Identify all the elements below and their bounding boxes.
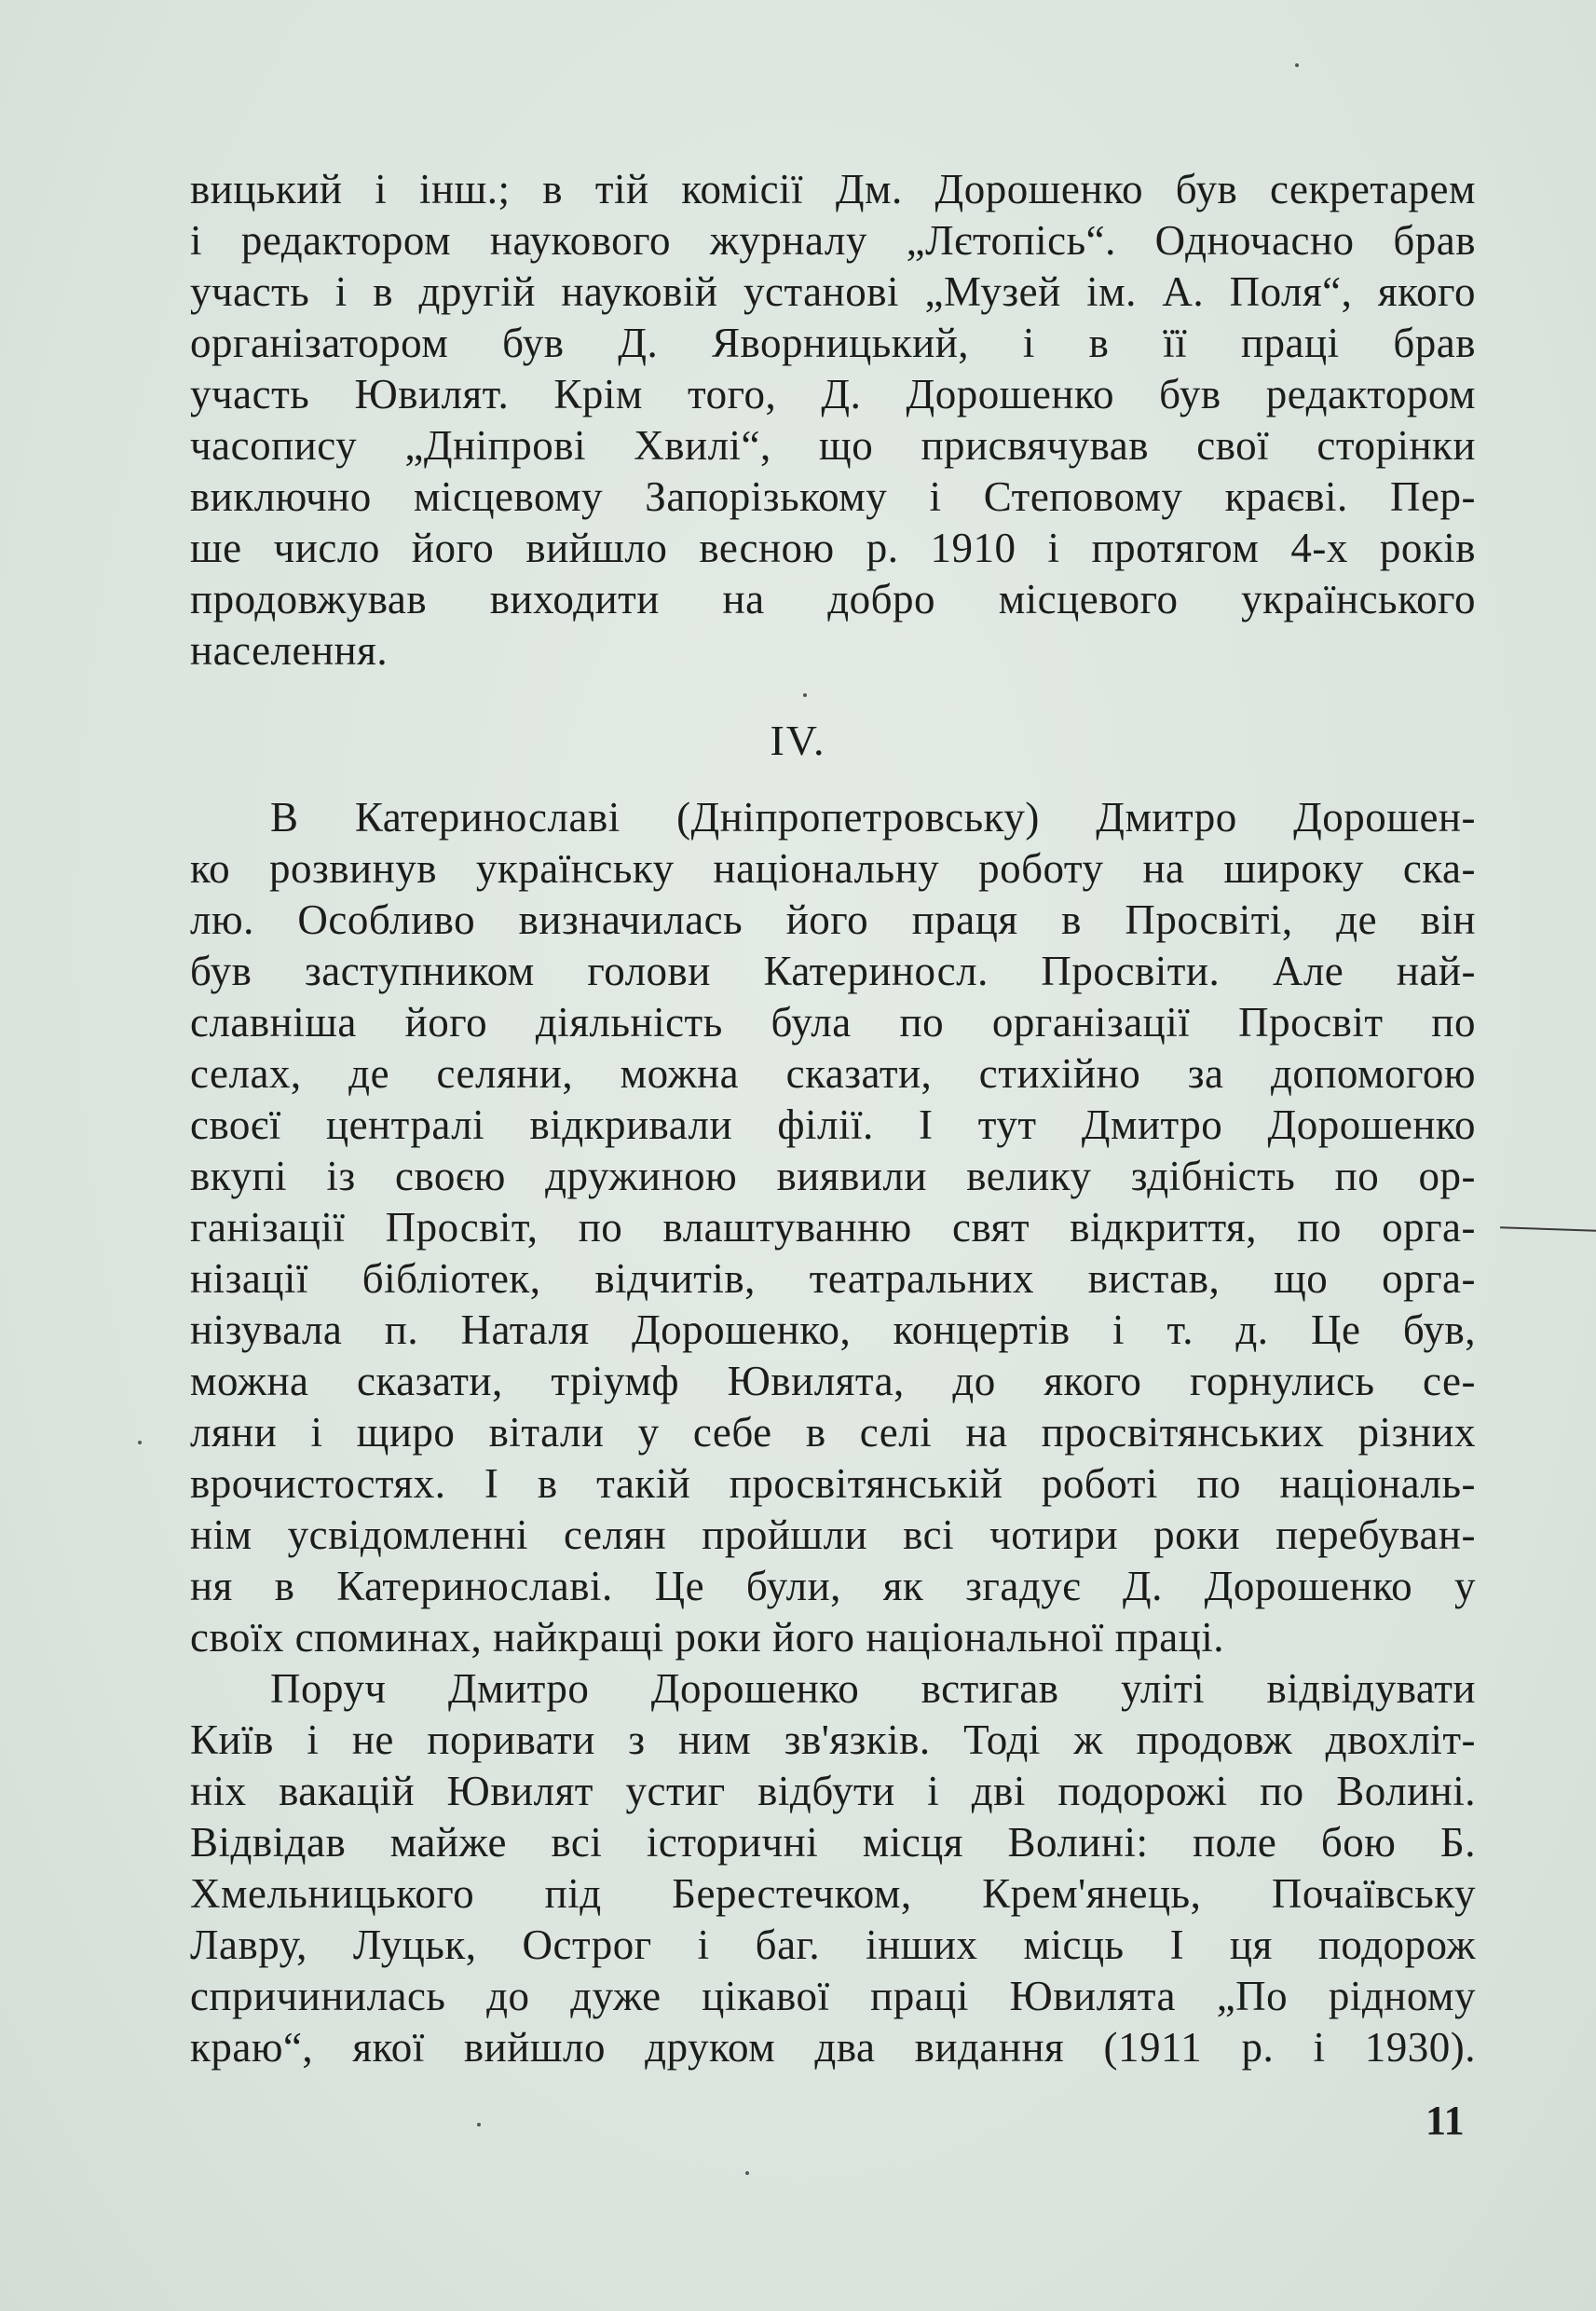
text-line: В Катеринославі (Дніпропетровську) Дмитро Дорошен- xyxy=(270,794,1476,841)
scan-line-mark xyxy=(1500,1226,1596,1232)
text-line: Поруч Дмитро Дорошенко встигав уліті відвідувати xyxy=(270,1665,1476,1712)
text-line: врочистостях. І в такій просвітянській роботі по національ- xyxy=(190,1460,1476,1507)
text-line: вкупі із своєю дружиною виявили велику здібність по ор- xyxy=(190,1153,1476,1199)
scan-speck xyxy=(138,1441,142,1444)
text-line: вицький і інш.; в тій комісії Дм. Дорошенко був секретарем xyxy=(190,166,1476,212)
page-number: 11 xyxy=(1425,2098,1465,2143)
text-line: селах, де селяни, можна сказати, стихійно за допомогою xyxy=(190,1050,1476,1097)
text-line: славніша його діяльність була по організації Просвіт по xyxy=(190,999,1476,1046)
scan-speck xyxy=(1295,63,1299,67)
text-line: ніх вакацій Ювилят устиг відбути і дві подорожі по Волині. xyxy=(190,1768,1476,1814)
text-line: Київ і не поривати з ним зв'язків. Тоді ж продовж двохліт- xyxy=(190,1716,1476,1763)
text-line: ко розвинув українську національну роботу на широку ска- xyxy=(190,845,1476,892)
text-block-intro xyxy=(190,164,1476,677)
text-line: був заступником голови Катериносл. Просвіти. Але най- xyxy=(190,948,1476,994)
text-line: і редактором наукового журналу „Лєтопісь“. Одночасно брав xyxy=(190,217,1476,264)
text-line: Хмельницького під Берестечком, Крем'янець, Почаївську xyxy=(190,1870,1476,1917)
text-line: ганізації Просвіт, по влаштуванню свят відкриття, по орга- xyxy=(190,1204,1476,1251)
scan-speck xyxy=(803,693,807,697)
text-line: нізації бібліотек, відчитів, театральних вистав, що орга- xyxy=(190,1255,1476,1302)
text-block-main xyxy=(190,792,1476,2073)
text-line: населення. xyxy=(190,627,389,674)
text-line: лю. Особливо визначилась його праця в Просвіті, де він xyxy=(190,896,1476,943)
text-line: продовжував виходити на добро місцевого українського xyxy=(190,576,1476,622)
text-line: нізувала п. Наталя Дорошенко, концертів і т. д. Це був, xyxy=(190,1306,1476,1353)
scan-speck xyxy=(477,2123,481,2126)
text-line: нім усвідомленні селян пройшли всі чотири роки перебуван- xyxy=(190,1511,1476,1558)
text-line: Відвідав майже всі історичні місця Волині: поле бою Б. xyxy=(190,1819,1476,1866)
text-line: організатором був Д. Яворницький, і в її праці брав xyxy=(190,320,1476,366)
text-line: ше число його вийшло весною р. 1910 і протягом 4-х років xyxy=(190,525,1476,571)
text-line: виключно місцевому Запорізькому і Степовому краєві. Пер- xyxy=(190,473,1476,520)
text-line: спричинилась до дуже цікавої праці Ювилята „По рідному xyxy=(190,1973,1476,2019)
text-line: Лавру, Луцьк, Острог і баг. інших місць І ця подорож xyxy=(190,1921,1476,1968)
scan-speck xyxy=(745,2171,749,2175)
section-heading: IV. xyxy=(770,717,826,764)
text-line: участь і в другій науковій установі „Музей ім. А. Поля“, якого xyxy=(190,268,1476,315)
text-line: часопису „Дніпрові Хвилі“, що присвячував свої сторінки xyxy=(190,422,1476,469)
text-line: ня в Катеринославі. Це були, як згадує Д. Дорошенко у xyxy=(190,1563,1476,1609)
text-line: своєї централі відкривали філії. І тут Дмитро Дорошенко xyxy=(190,1101,1476,1148)
text-line: своїх споминах, найкращі роки його національної праці. xyxy=(190,1614,1225,1661)
text-line: можна сказати, тріумф Ювилята, до якого горнулись се- xyxy=(190,1358,1476,1404)
text-line: краю“, якої вийшло друком два видання (1911 р. і 1930). xyxy=(190,2024,1476,2071)
text-line: ляни і щиро вітали у себе в селі на просвітянських різних xyxy=(190,1409,1476,1456)
text-line: участь Ювилят. Крім того, Д. Дорошенко був редактором xyxy=(190,371,1476,417)
